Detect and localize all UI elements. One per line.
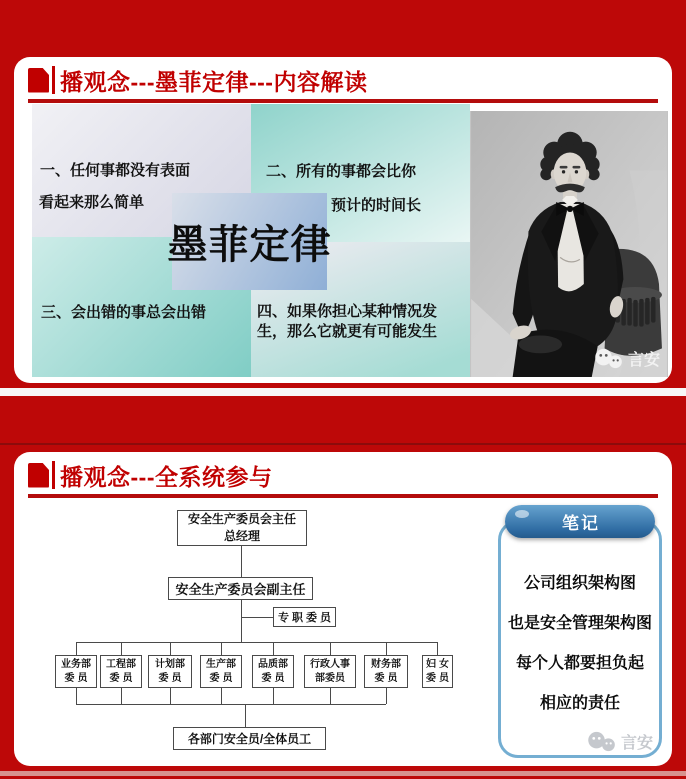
dept-line1: 工程部: [106, 659, 136, 670]
slide2-title-underline: [28, 494, 658, 498]
connector-line: [76, 642, 437, 643]
connector-line: [121, 642, 122, 655]
dept-line2: 委员: [158, 672, 185, 684]
folded-page-icon: [28, 68, 49, 93]
dept-line2: 委员: [64, 672, 91, 684]
slide1-header: [28, 65, 367, 95]
header-divider-bar: [52, 461, 55, 489]
connector-line: [273, 642, 274, 655]
quadrant-3-line1: 三、会出错的事总会出错: [41, 304, 207, 321]
note-header-label: 笔记: [562, 514, 600, 533]
connector-line: [76, 704, 386, 705]
connector-line: [76, 642, 77, 655]
quadrant-4-line2: 生，那么它就更有可能发生: [257, 323, 438, 340]
dept-line2: 委员: [426, 672, 452, 684]
connector-line: [221, 688, 222, 704]
dept-line1: 品质部: [258, 659, 288, 670]
org-box-vice-chairman: [168, 577, 313, 600]
wechat-icon: [593, 348, 625, 370]
card-separator-gap: [0, 388, 686, 396]
note-lines: [501, 561, 659, 721]
all-staff-label: 各部门安全员/全体员工: [187, 732, 312, 746]
slide2-header: [28, 460, 272, 490]
connector-line: [170, 642, 171, 655]
watermark-slide2: [586, 730, 653, 753]
quadrant-1-line1: 一、任何事都没有表面: [40, 162, 191, 179]
org-box-engineering-dept: [100, 655, 142, 688]
mark-twain-portrait-illustration: [470, 111, 668, 377]
dept-line1: 业务部: [61, 659, 91, 670]
watermark-slide1: [593, 347, 660, 370]
org-box-women-committee: [422, 655, 453, 688]
dept-line2: 部委员: [315, 672, 345, 684]
dept-line2: 委员: [109, 672, 136, 684]
connector-line: [386, 688, 387, 704]
connector-line: [221, 642, 222, 655]
pill-highlight: [515, 510, 529, 518]
org-box-finance-dept: [364, 655, 408, 688]
portrait-photo: [470, 111, 668, 377]
connector-line: [170, 688, 171, 704]
dept-line1: 计划部: [155, 659, 185, 670]
vice-chairman-label: 安全生产委员会副主任: [175, 582, 306, 597]
note-line: 每个人都要担负起: [515, 654, 644, 672]
connector-line: [330, 688, 331, 704]
chairman-line2: 总经理: [223, 529, 260, 543]
org-box-staff-member: [273, 607, 336, 627]
quadrant-4-text: [257, 302, 471, 342]
org-box-business-dept: [55, 655, 97, 688]
slide-org-chart: [14, 452, 672, 766]
dept-line1: 生产部: [206, 659, 236, 670]
note-pill-header: [505, 505, 655, 538]
dept-line2: 委员: [374, 672, 401, 684]
slide1-title: 播观念---墨菲定律---内容解读: [60, 68, 368, 95]
connector-line: [330, 642, 331, 655]
connector-line: [241, 617, 273, 618]
slide2-title: 播观念---全系统参与: [60, 463, 273, 490]
note-line: 也是安全管理架构图: [507, 614, 652, 632]
org-box-quality-dept: [252, 655, 294, 688]
connector-line: [76, 688, 77, 704]
dept-line1: 财务部: [371, 659, 401, 670]
note-line: 公司组织架构图: [523, 574, 636, 592]
chairman-line1: 安全生产委员会主任: [187, 512, 296, 527]
org-box-production-dept: [200, 655, 242, 688]
connector-line: [245, 704, 246, 727]
connector-line: [437, 642, 438, 655]
card2-seam-line: [0, 443, 686, 445]
dept-line2: 委员: [261, 672, 288, 684]
connector-line: [241, 546, 242, 577]
quadrant-2-line1: 二、所有的事都会比你: [266, 163, 417, 180]
dept-line1: 妇女: [426, 659, 452, 670]
connector-line: [386, 642, 387, 655]
connector-line: [241, 600, 242, 642]
connector-line: [273, 688, 274, 704]
staff-member-label: 专职委员: [278, 612, 334, 624]
org-box-all-staff: [173, 727, 326, 750]
header-divider-bar: [52, 66, 55, 94]
folded-page-icon: [28, 463, 49, 488]
bottom-edge-strip: [0, 771, 686, 776]
dept-line2: 委员: [209, 672, 236, 684]
note-line: 相应的责任: [539, 694, 620, 712]
quadrant-1-line2: 看起来那么简单: [39, 194, 145, 211]
org-box-chairman: [177, 510, 307, 546]
quadrant-4-line1: 四、如果你担心某种情况发: [257, 303, 438, 320]
slide-murphy-law: [14, 57, 672, 383]
dept-line1: 行政人事: [310, 659, 350, 670]
wechat-icon: [586, 731, 618, 753]
watermark-label: 言安: [627, 352, 660, 369]
slide1-title-underline: [28, 99, 658, 103]
note-panel: [498, 520, 662, 758]
org-box-planning-dept: [148, 655, 192, 688]
org-box-hr-admin-dept: [304, 655, 356, 688]
connector-line: [121, 688, 122, 704]
quadrant-2-line2: 预计的时间长: [331, 197, 422, 214]
watermark-label: 言安: [620, 735, 653, 752]
murphy-law-label: 墨菲定律: [167, 223, 332, 267]
murphy-law-center-box: [167, 193, 332, 290]
